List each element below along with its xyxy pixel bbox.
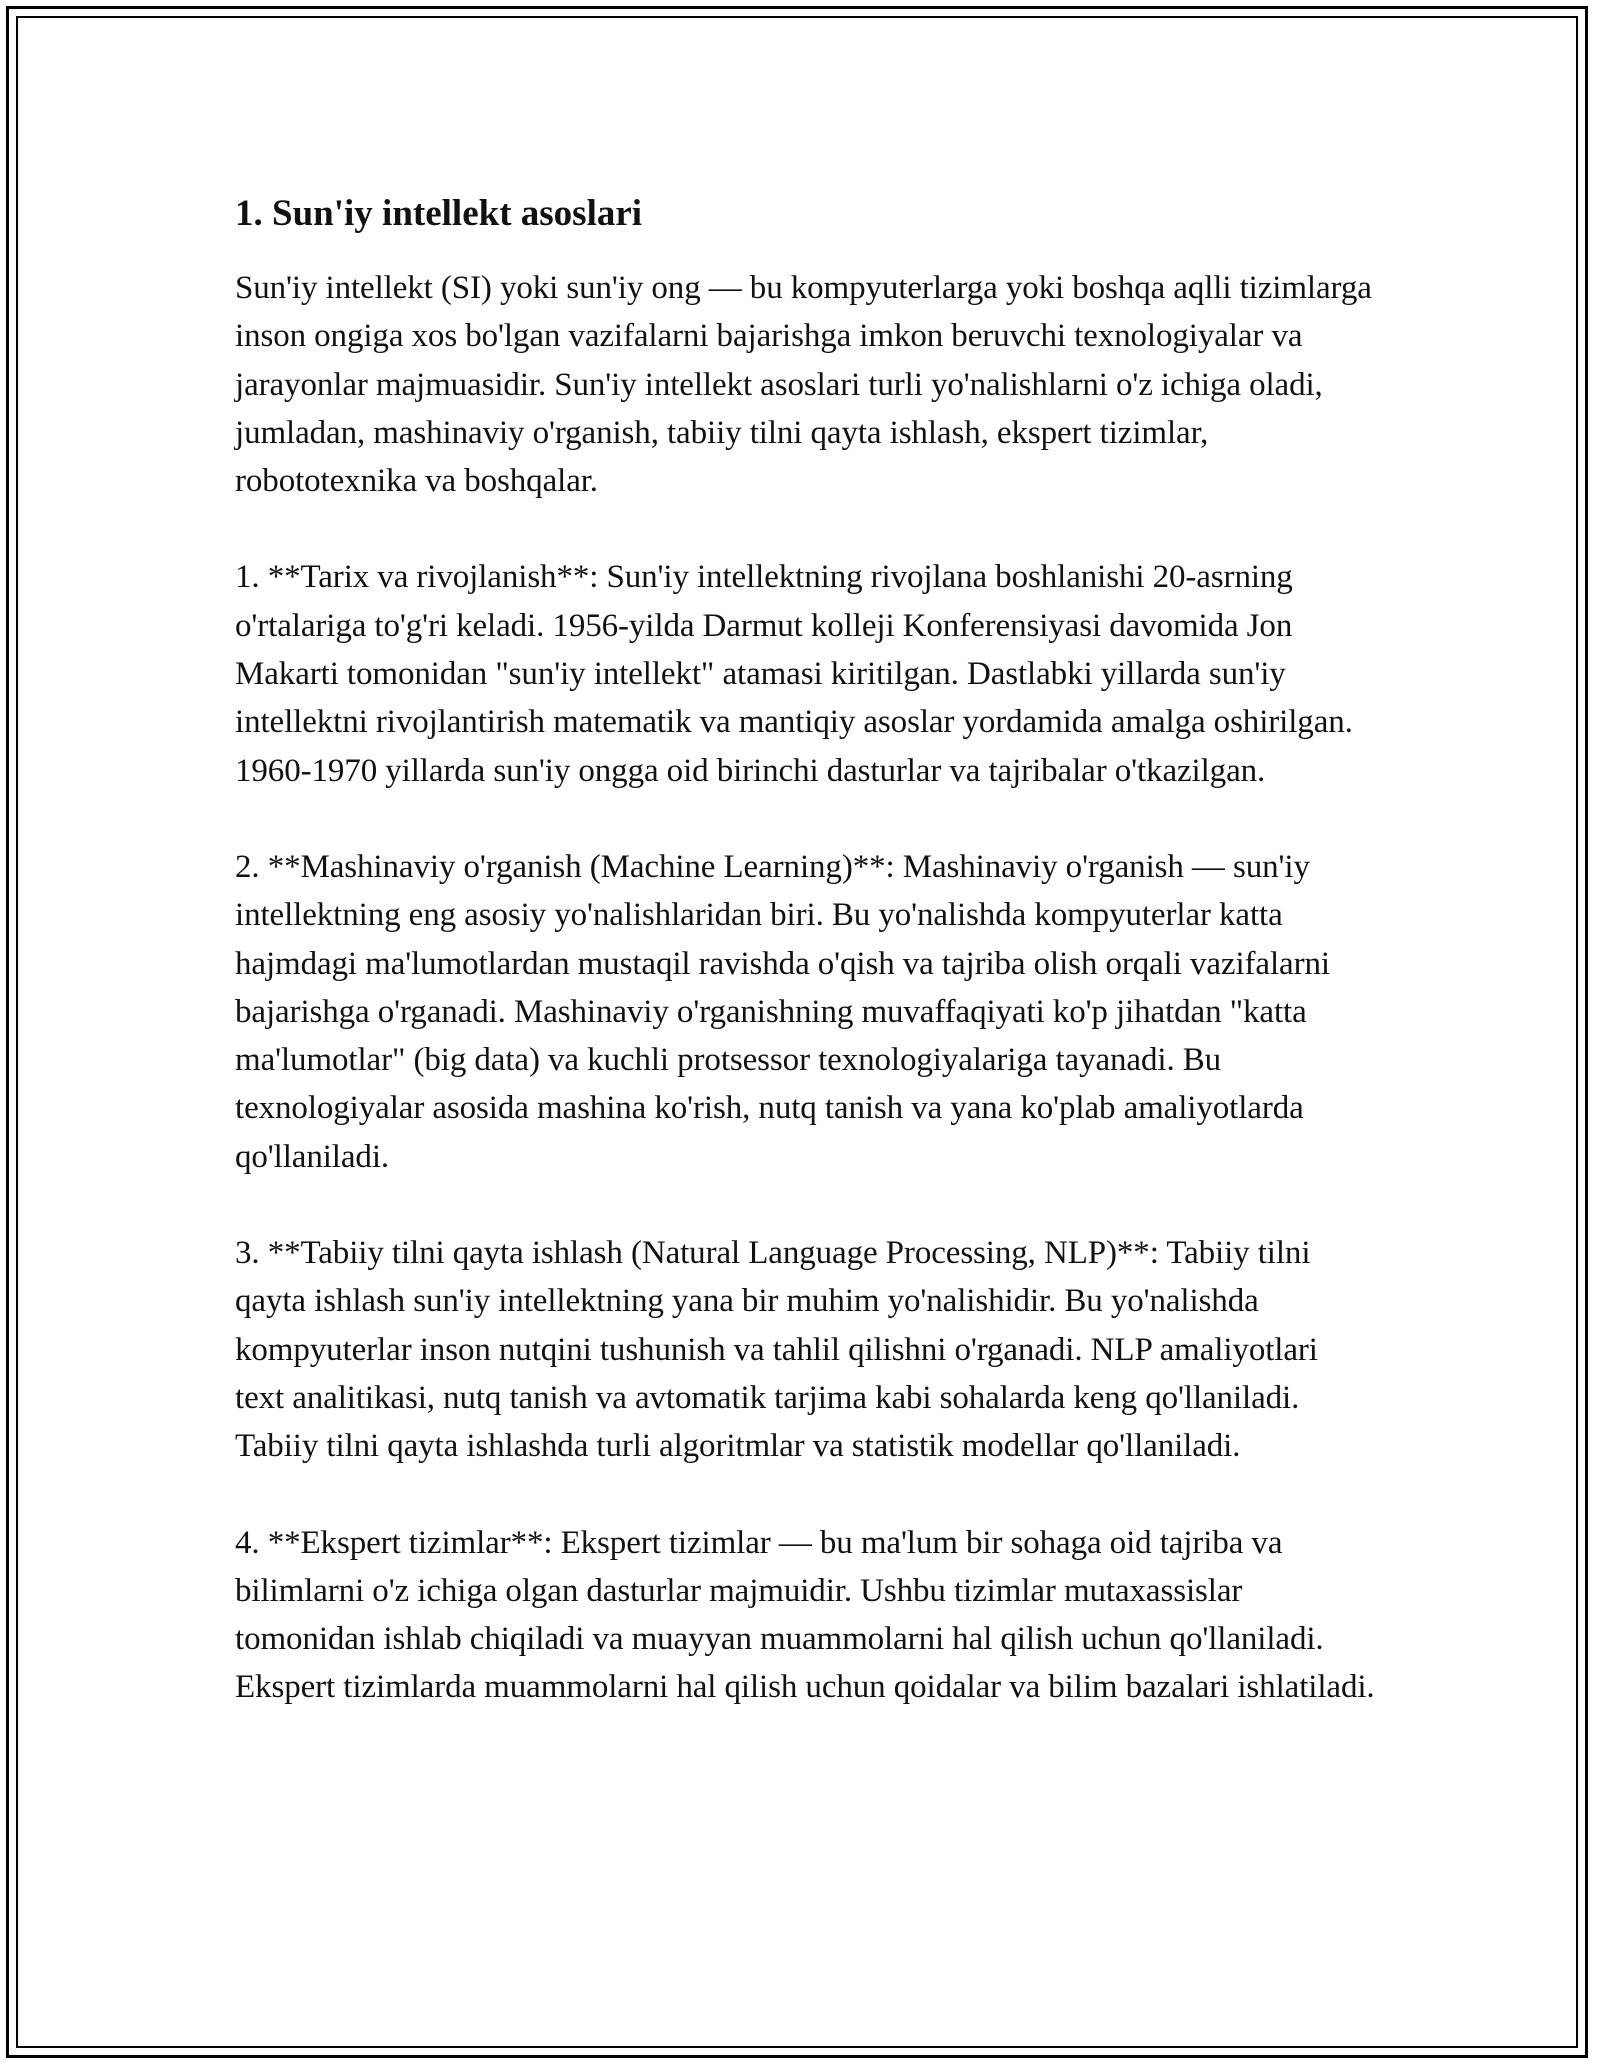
- paragraph-machine-learning: 2. **Mashinaviy o'rganish (Machine Learning)**: Mashinaviy o'rganish — sun'iy intellektning eng asosiy yo'nalishlaridan biri. Bu yo'nalishda kompyuterlar katta hajmdagi ma'lumotlardan mustaqil ravishda o'qish va tajriba olish orqali vazifalarni bajarishga o'rganadi. Mashinaviy o'rganishning muvaffaqiyati ko'p jihatdan "katta ma'lumotlar" (big data) va kuchli protsessor texnologiyalariga tayanadi. Bu texnologiyalar asosida mashina ko'rish, nutq tanish va yana ko'plab amaliyotlarda qo'llaniladi.: [235, 848, 1330, 1175]
- paragraph-intro: Sun'iy intellekt (SI) yoki sun'iy ong — bu kompyuterlarga yoki boshqa aqlli tizimlarga inson ongiga xos bo'lgan vazifalarni bajarishga imkon beruvchi texnologiyalar va jarayonlar majmuasidir. Sun'iy intellekt asoslari turli yo'nalishlarni o'z ichiga oladi, jumladan, mashinaviy o'rganish, tabiiy tilni qayta ishlash, ekspert tizimlar, robototexnika va boshqalar.: [235, 270, 1372, 500]
- document-title: 1. Sun'iy intellekt asoslari: [235, 193, 643, 234]
- paragraph-nlp: 3. **Tabiiy tilni qayta ishlash (Natural Language Processing, NLP)**: Tabiiy tilni qayta ishlash sun'iy intellektning yana bir muhim yo'nalishidir. Bu yo'nalishda kompyuterlar inson nutqini tushunish va tahlil qilishni o'rganadi. NLP amaliyotlari text analitikasi, nutq tanish va avtomatik tarjima kabi sohalarda keng qo'llaniladi. Tabiiy tilni qayta ishlashda turli algoritmlar va statistik modellar qo'llaniladi.: [235, 1235, 1318, 1465]
- document-body: [235, 190, 1375, 1760]
- paragraph-history: 1. **Tarix va rivojlanish**: Sun'iy intellektning rivojlana boshlanishi 20-asrning o'rtalariga to'g'ri keladi. 1956-yilda Darmut kolleji Konferensiyasi davomida Jon Makarti tomonidan "sun'iy intellekt" atamasi kiritilgan. Dastlabki yillarda sun'iy intellektni rivojlantirish matematik va mantiqiy asoslar yordamida amalga oshirilgan. 1960-1970 yillarda sun'iy ongga oid birinchi dasturlar va tajribalar o'tkazilgan.: [235, 559, 1353, 789]
- paragraph-expert-systems: 4. **Ekspert tizimlar**: Ekspert tizimlar — bu ma'lum bir sohaga oid tajriba va bilimlarni o'z ichiga olgan dasturlar majmuidir. Ushbu tizimlar mutaxassislar tomonidan ishlab chiqiladi va muayyan muammolarni hal qilish uchun qo'llaniladi. Ekspert tizimlarda muammolarni hal qilish uchun qoidalar va bilim bazalari ishlatiladi.: [235, 1524, 1375, 1706]
